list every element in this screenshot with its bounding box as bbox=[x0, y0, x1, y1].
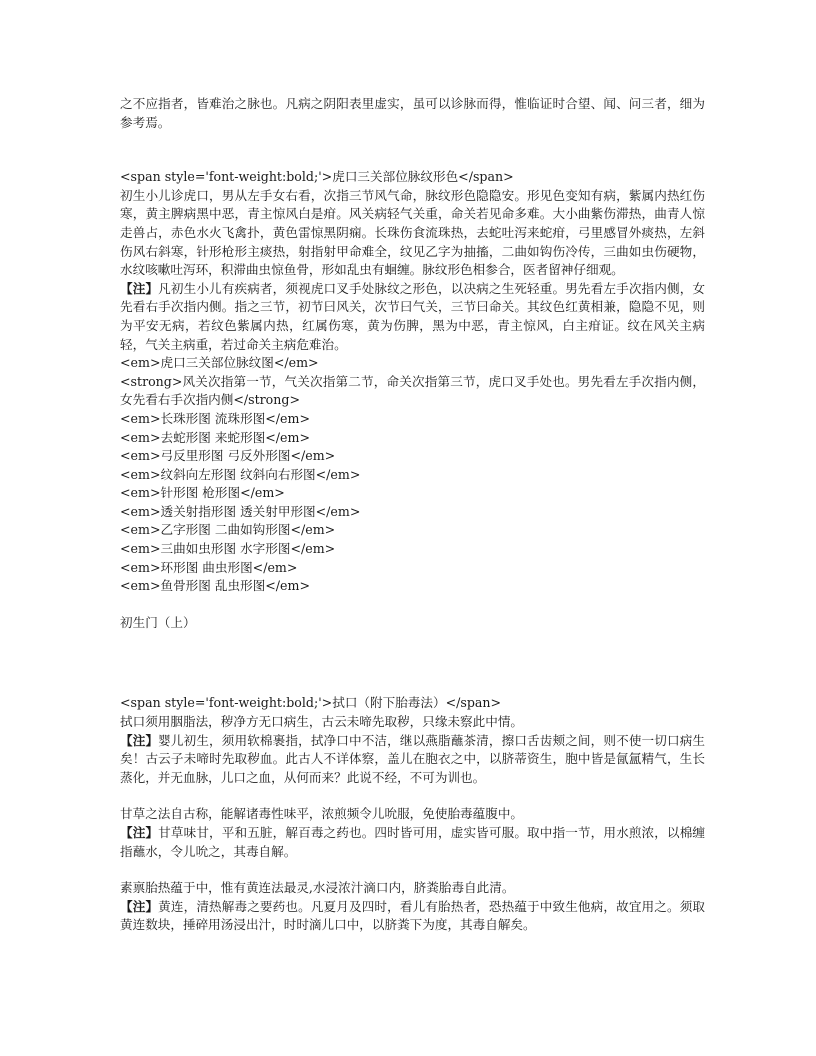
figure-label: <em>透关射指形图 透关射甲形图</em> bbox=[120, 503, 361, 519]
chapter-title: 初生门（上） bbox=[120, 614, 196, 630]
verse-paragraph: 素禀胎热蕴于中，惟有黄连法最灵,水浸浓汁滴口内，脐粪胎毒自此清。 bbox=[120, 880, 515, 896]
figure-title: <em>虎口三关部位脉纹图</em> bbox=[120, 355, 319, 371]
note-tag: 【注】 bbox=[120, 825, 159, 840]
verse-paragraph: 甘草之法自古称，能解诸毒性味平，浓煎频令儿吮服，免使胎毒蕴腹中。 bbox=[120, 806, 523, 822]
figure-caption: <strong>风关次指第一节，气关次指第二节，命关次指第三节，虎口叉手处也。男先看左手次指内侧，女先看右手次指内侧</strong> bbox=[120, 373, 705, 408]
figure-label: <em>三曲如虫形图 水字形图</em> bbox=[120, 541, 336, 557]
verse-paragraph: 拭口须用胭脂法，秽净方无口病生，古云未啼先取秽，只缘未察此中情。 bbox=[120, 714, 523, 730]
figure-label: <em>长珠形图 流珠形图</em> bbox=[120, 410, 310, 426]
figure-label: <em>去蛇形图 来蛇形图</em> bbox=[120, 429, 310, 445]
note-paragraph bbox=[120, 898, 705, 935]
figure-label: <em>弓反里形图 弓反外形图</em> bbox=[120, 448, 336, 464]
note-text: 婴儿初生，须用软棉裹指，拭净口中不洁，继以燕脂蘸茶清，擦口舌齿颊之间，则不使一切口病生矣！古云子未啼时先取秽血。此古人不详体察，盖儿在胞衣之中，以脐蒂资生，胞中皆是氤氲精气，生长蒸化，并无血脉，儿口之血，从何而来？此说不经，不可为训也。 bbox=[120, 732, 706, 785]
note-tag: 【注】 bbox=[120, 898, 159, 914]
note-paragraph bbox=[120, 732, 705, 788]
figure-label: <em>环形图 曲虫形图</em> bbox=[120, 559, 298, 575]
spacer bbox=[120, 861, 705, 879]
intro-paragraph: 之不应指者，皆难治之脉也。凡病之阴阳表里虚实，虽可以诊脉而得，惟临证时合望、闻、问三者，细为参考焉。 bbox=[120, 96, 705, 130]
note-tag: 【注】 bbox=[120, 280, 159, 296]
spacer bbox=[120, 787, 705, 805]
figure-label: <em>鱼骨形图 乱虫形图</em> bbox=[120, 578, 310, 594]
figure-label: <em>乙字形图 二曲如钩形图</em> bbox=[120, 522, 336, 538]
note-text: 黄连，清热解毒之要药也。凡夏月及四时，看儿有胎热者，恐热蕴于中致生他病，故宜用之。须取黄连数块，捶碎用汤浸出汁，时时滴儿口中，以脐粪下为度，其毒自解矣。 bbox=[120, 898, 706, 933]
note-paragraph bbox=[120, 280, 705, 354]
verse-paragraph: 初生小儿诊虎口，男从左手女右看，次指三节风气命，脉纹形色隐隐安。形见色变知有病，紫属内热红伤寒，黄主脾病黑中恶，青主惊风白是疳。风关病轻气关重，命关若见命多难。大小曲紫伤滞热，曲青人惊走兽占，赤色水火飞禽扑，黄色雷惊黑阴痫。长珠伤食流珠热，去蛇吐泻来蛇疳，弓里感冒外痰热，左斜伤风右斜寒，针形枪形主痰热，射指射甲命难全，纹见乙字为抽搐，二曲如钩伤冷传，三曲如虫伤硬物，水纹咳嗽吐泻环，积滞曲虫惊鱼骨，形如乱虫有蛔缠。脉纹形色相参合，医者留神仔细观。 bbox=[120, 187, 705, 278]
section-heading: <span style='font-weight:bold;'>虎口三关部位脉纹形色</span> bbox=[120, 169, 514, 185]
note-paragraph bbox=[120, 824, 705, 861]
spacer bbox=[120, 596, 705, 614]
note-text: 甘草味甘，平和五脏，解百毒之药也。四时皆可用，虚实皆可服。取中指一节，用水煎浓，以棉缠指蘸水，令儿吮之，其毒自解。 bbox=[120, 825, 706, 859]
figure-label: <em>针形图 枪形图</em> bbox=[120, 485, 285, 501]
document-page bbox=[120, 95, 705, 935]
figure-label: <em>纹斜向左形图 纹斜向右形图</em> bbox=[120, 466, 361, 482]
section-heading: <span style='font-weight:bold;'>拭口（附下胎毒法）</span> bbox=[120, 695, 502, 711]
note-text: 凡初生小儿有疾病者，须视虎口叉手处脉纹之形色，以决病之生死轻重。男先看左手次指内侧，女先看右手次指内侧。指之三节，初节曰风关，次节曰气关，三节曰命关。其纹色红黄相兼，隐隐不见，则为平安无病，若纹色紫属内热，红属伤寒，黄为伤脾，黑为中恶，青主惊风，白主疳证。纹在风关主病轻，气关主病重，若过命关主病危难治。 bbox=[120, 280, 706, 352]
spacer bbox=[120, 132, 705, 168]
note-tag: 【注】 bbox=[120, 732, 159, 748]
spacer bbox=[120, 632, 705, 694]
